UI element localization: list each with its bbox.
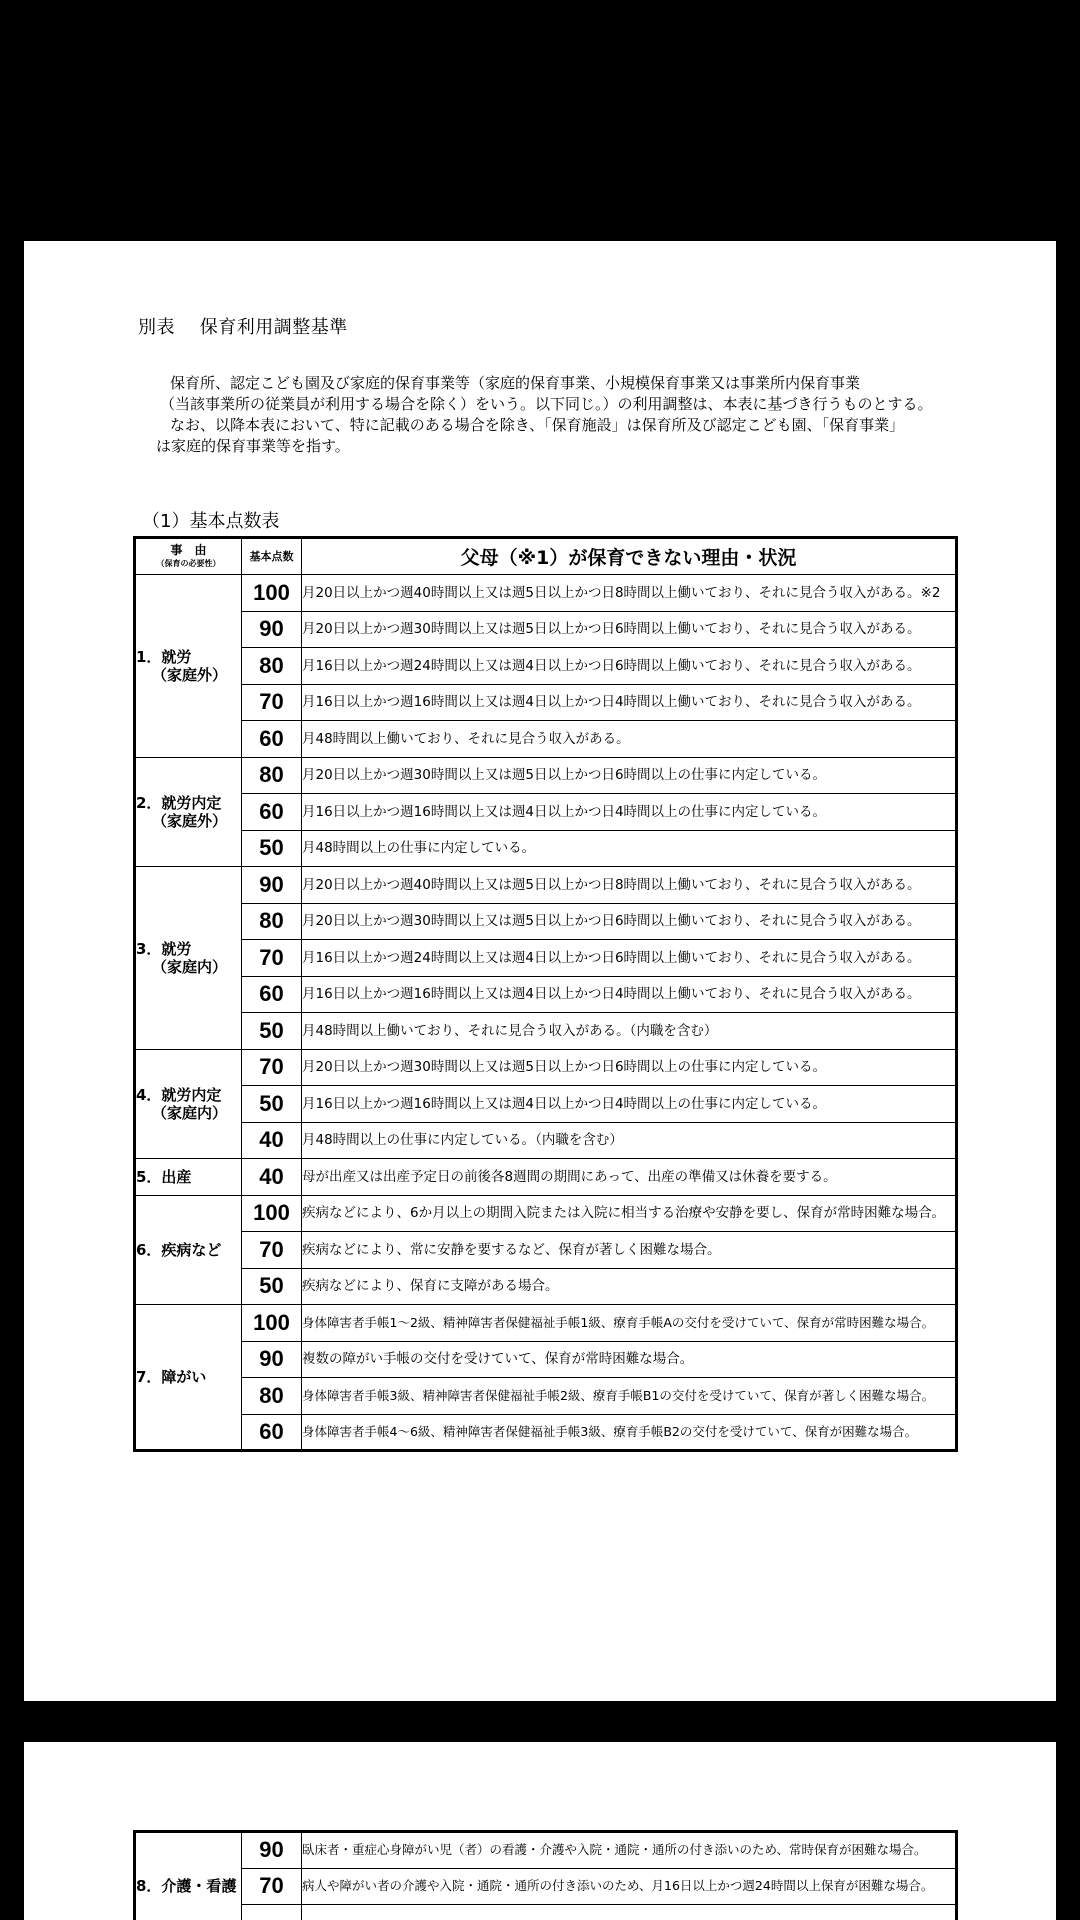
score-cell: 80 (242, 648, 302, 685)
reason-cell: 月48時間以上働いており、それに見合う収入がある。 (302, 721, 957, 758)
reason-cell: 月20日以上かつ週30時間以上又は週5日以上かつ日6時間以上の仕事に内定している。 (302, 1049, 957, 1086)
table-row (135, 611, 957, 648)
reason-cell: 月48時間以上の仕事に内定している。 (302, 830, 957, 867)
score-cell: 50 (242, 1268, 302, 1305)
score-cell: 60 (242, 976, 302, 1013)
reason-cell: 母が出産又は出産予定日の前後各8週間の期間にあって、出産の準備又は休養を要する。 (302, 1159, 957, 1196)
reason-cell: 月16日以上かつ週16時間以上又は週4日以上かつ日4時間以上の仕事に内定している。 (302, 1086, 957, 1123)
reason-cell: 月20日以上かつ週30時間以上又は週5日以上かつ日6時間以上働いており、それに見合う収入がある。 (302, 903, 957, 940)
score-cell: 70 (242, 1049, 302, 1086)
table-row (135, 1868, 957, 1905)
score-cell: 90 (242, 611, 302, 648)
category-label: 1．就労 (136, 647, 192, 666)
score-cell: 100 (242, 1305, 302, 1342)
table-row (135, 903, 957, 940)
category-cell (135, 757, 242, 867)
score-cell: 80 (242, 757, 302, 794)
reason-cell: 複数の障がい手帳の交付を受けていて、保育が常時困難な場合。 (302, 1341, 957, 1378)
score-cell: 60 (242, 794, 302, 831)
reason-cell: 月16日以上かつ週16時間以上又は週4日以上かつ日4時間以上働いており、それに見合う収入がある。 (302, 684, 957, 721)
reason-cell: 月20日以上かつ週30時間以上又は週5日以上かつ日6時間以上の仕事に内定している。 (302, 757, 957, 794)
table-row (135, 1305, 957, 1342)
reason-cell: 月20日以上かつ週40時間以上又は週5日以上かつ日8時間以上働いており、それに見合う収入がある。 (302, 867, 957, 904)
category-label: 8．介護・看護 (136, 1877, 237, 1896)
reason-cell: 月20日以上かつ週30時間以上又は週5日以上かつ日6時間以上働いており、それに見合う収入がある。 (302, 611, 957, 648)
table-row (135, 1414, 957, 1451)
reason-cell (302, 1905, 957, 1920)
category-label: 6．疾病など (136, 1240, 222, 1259)
reason-cell: 病人や障がい者の介護や入院・通院・通所の付き添いのため、月16日以上かつ週24時間以上保育が困難な場合。 (302, 1868, 957, 1905)
score-cell: 90 (242, 867, 302, 904)
intro-line: は家庭的保育事業等を指す。 (156, 437, 350, 455)
reason-cell: 月16日以上かつ週24時間以上又は週4日以上かつ日6時間以上働いており、それに見合う収入がある。 (302, 940, 957, 977)
score-cell: 50 (242, 1013, 302, 1050)
document-page-1 (24, 241, 1056, 1701)
category-cell (135, 1305, 242, 1451)
category-sublabel: （家庭外） (152, 811, 228, 830)
category-cell (135, 1049, 242, 1159)
category-label: 3．就労 (136, 939, 192, 958)
table-row (135, 1086, 957, 1123)
category-label: 4．就労内定 (136, 1085, 222, 1104)
table-row (135, 721, 957, 758)
score-cell: 60 (242, 721, 302, 758)
document-title: 別表 保育利用調整基準 (138, 317, 348, 338)
table-row (135, 1195, 957, 1232)
reason-cell: 月48時間以上働いており、それに見合う収入がある。（内職を含む） (302, 1013, 957, 1050)
category-cell (135, 575, 242, 758)
table-row (135, 1378, 957, 1415)
reason-cell: 臥床者・重症心身障がい児（者）の看護・介護や入院・通院・通所の付き添いのため、常時保育が困難な場合。 (302, 1832, 957, 1869)
table-row (135, 1268, 957, 1305)
score-cell: 50 (242, 1086, 302, 1123)
category-sublabel: （家庭内） (152, 957, 228, 976)
reason-cell: 身体障害者手帳1～2級、精神障害者保健福祉手帳1級、療育手帳Aの交付を受けていて、保育が常時困難な場合。 (302, 1305, 957, 1342)
category-cell (135, 1832, 242, 1920)
category-label: 5．出産 (136, 1167, 192, 1186)
table-header-row (135, 538, 957, 575)
score-cell: 70 (242, 940, 302, 977)
score-cell: 50 (242, 830, 302, 867)
score-cell: 70 (242, 684, 302, 721)
header-reason: 父母（※1）が保育できない理由・状況 (302, 538, 957, 575)
header-jiyu-label: 事 由 (170, 542, 207, 557)
header-score: 基本点数 (242, 538, 302, 575)
score-cell: 100 (242, 1195, 302, 1232)
table-row (135, 1905, 957, 1920)
score-cell: 40 (242, 1122, 302, 1159)
reason-cell: 身体障害者手帳4～6級、精神障害者保健福祉手帳3級、療育手帳B2の交付を受けていて、保育が困難な場合。 (302, 1414, 957, 1451)
category-cell (135, 867, 242, 1050)
score-cell: 60 (242, 1414, 302, 1451)
table-row (135, 830, 957, 867)
category-sublabel: （家庭外） (152, 665, 228, 684)
category-cell (135, 1159, 242, 1196)
table-row (135, 867, 957, 904)
basic-score-table-continued (133, 1830, 958, 1920)
table-row (135, 1013, 957, 1050)
category-label: 2．就労内定 (136, 793, 222, 812)
reason-cell: 疾病などにより、常に安静を要するなど、保育が著しく困難な場合。 (302, 1232, 957, 1269)
table-row (135, 1832, 957, 1869)
table-row (135, 940, 957, 977)
table-row (135, 1049, 957, 1086)
table-row (135, 794, 957, 831)
reason-cell: 月16日以上かつ週16時間以上又は週4日以上かつ日4時間以上の仕事に内定している。 (302, 794, 957, 831)
score-cell: 90 (242, 1341, 302, 1378)
reason-cell: 疾病などにより、6か月以上の期間入院または入院に相当する治療や安静を要し、保育が常時困難な場合。 (302, 1195, 957, 1232)
reason-cell: 月48時間以上の仕事に内定している。（内職を含む） (302, 1122, 957, 1159)
score-cell: 70 (242, 1868, 302, 1905)
score-cell: 80 (242, 903, 302, 940)
category-label: 7．障がい (136, 1368, 207, 1386)
table-row (135, 1122, 957, 1159)
table-row (135, 1232, 957, 1269)
intro-paragraph (156, 373, 1020, 457)
table-row (135, 684, 957, 721)
category-cell (135, 1195, 242, 1305)
header-reason-category (135, 538, 242, 575)
table-row (135, 1159, 957, 1196)
table-row (135, 976, 957, 1013)
basic-score-table (133, 536, 958, 1452)
score-cell (242, 1905, 302, 1920)
reason-cell: 月20日以上かつ週40時間以上又は週5日以上かつ日8時間以上働いており、それに見合う収入がある。※2 (302, 575, 957, 612)
score-cell: 70 (242, 1232, 302, 1269)
table-row (135, 757, 957, 794)
section-title: （1）基本点数表 (142, 511, 280, 532)
intro-line: （当該事業所の従業員が利用する場合を除く）をいう。以下同じ。）の利用調整は、本表に基づき行うものとする。 (160, 395, 933, 413)
table-row (135, 648, 957, 685)
reason-cell: 疾病などにより、保育に支障がある場合。 (302, 1268, 957, 1305)
score-cell: 100 (242, 575, 302, 612)
score-cell: 40 (242, 1159, 302, 1196)
table-row (135, 1341, 957, 1378)
header-jiyu-sub: （保育の必要性） (156, 558, 221, 568)
score-cell: 80 (242, 1378, 302, 1415)
category-sublabel: （家庭内） (152, 1103, 228, 1122)
score-cell: 90 (242, 1832, 302, 1869)
reason-cell: 月16日以上かつ週24時間以上又は週4日以上かつ日6時間以上働いており、それに見合う収入がある。 (302, 648, 957, 685)
reason-cell: 身体障害者手帳3級、精神障害者保健福祉手帳2級、療育手帳B1の交付を受けていて、保育が著しく困難な場合。 (302, 1378, 957, 1415)
intro-line: なお、以降本表において、特に記載のある場合を除き、「保育施設」は保育所及び認定こども園、「保育事業」 (170, 416, 905, 434)
reason-cell: 月16日以上かつ週16時間以上又は週4日以上かつ日4時間以上働いており、それに見合う収入がある。 (302, 976, 957, 1013)
table-row (135, 575, 957, 612)
document-page-2 (24, 1742, 1056, 1920)
intro-line: 保育所、認定こども園及び家庭的保育事業等（家庭的保育事業、小規模保育事業又は事業所内保育事業 (170, 374, 861, 392)
